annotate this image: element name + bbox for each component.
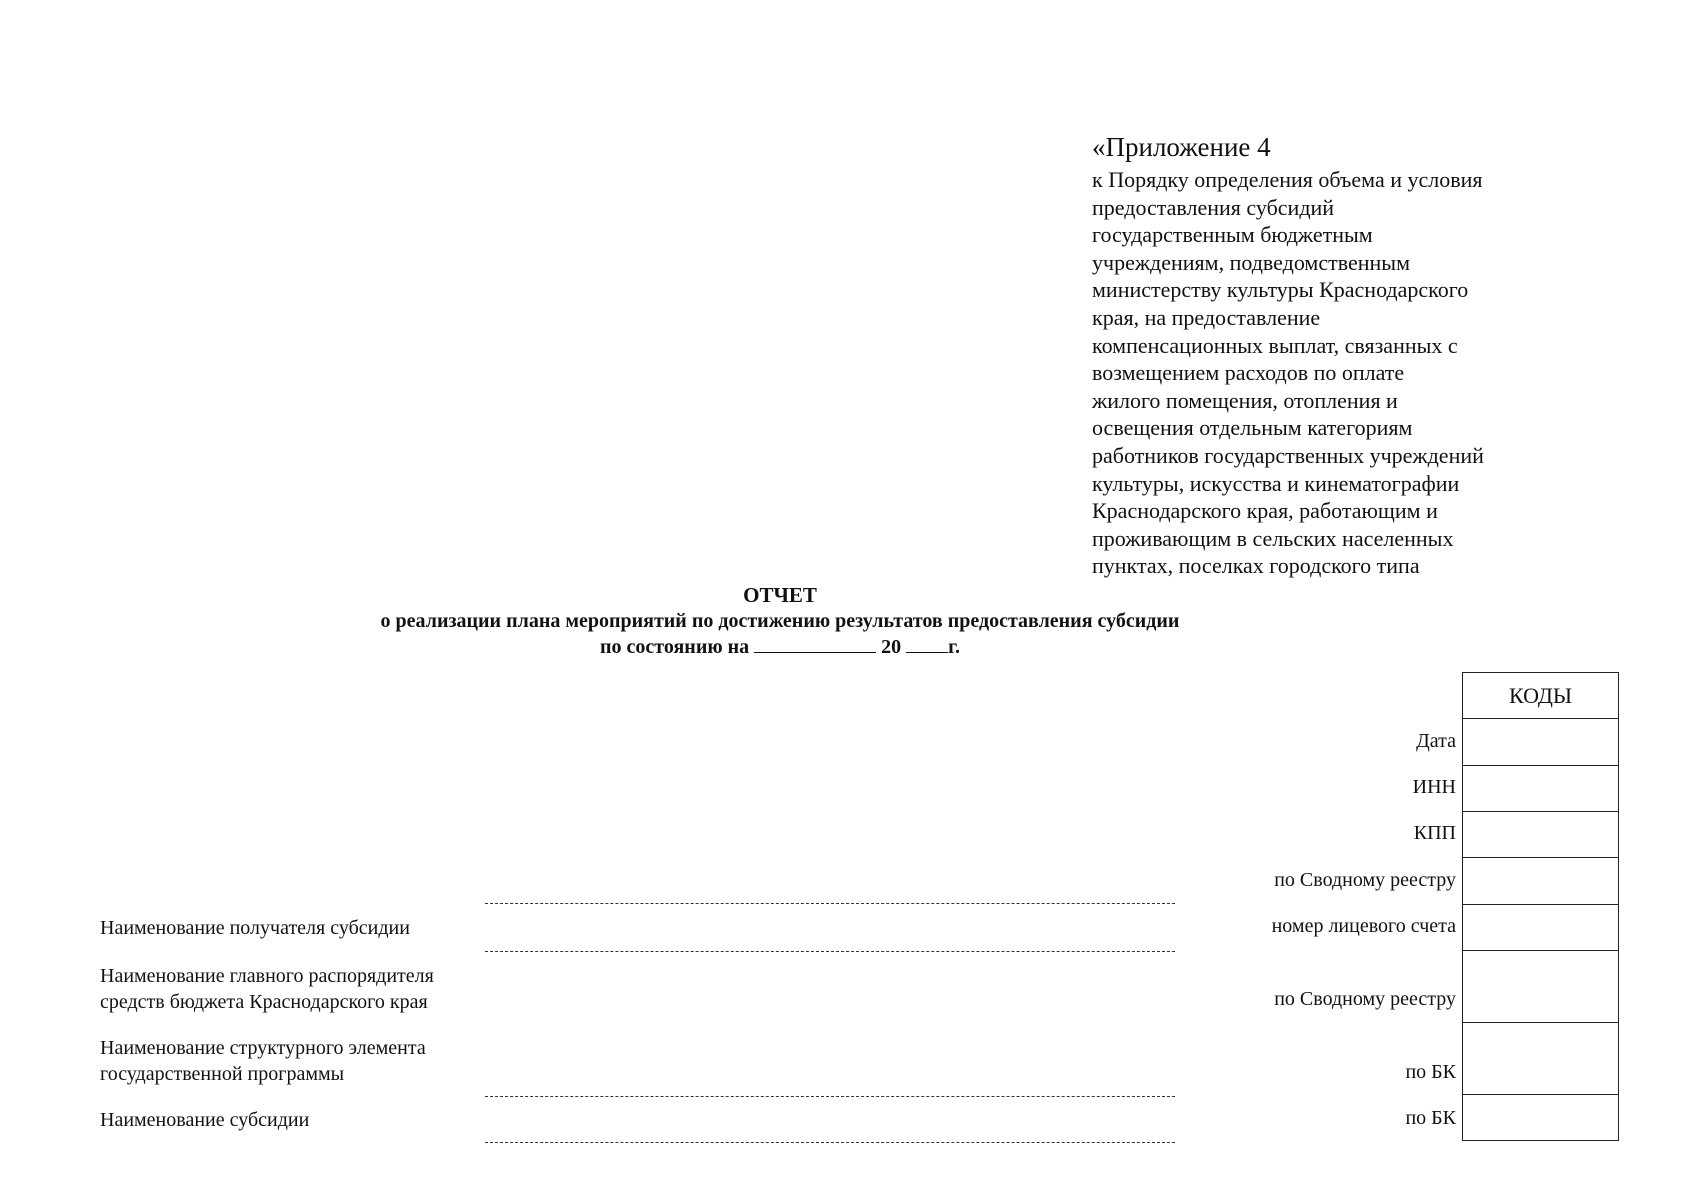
codes-header: КОДЫ — [1463, 673, 1619, 719]
code-cell-inn[interactable] — [1463, 766, 1619, 812]
report-header — [330, 582, 1230, 660]
appendix-line: предоставления субсидий — [1092, 194, 1335, 220]
code-label-inn: ИНН — [1412, 776, 1456, 798]
code-label-kpp: КПП — [1413, 822, 1456, 844]
structural-element-line[interactable] — [485, 1096, 1175, 1097]
code-cell-kpp[interactable] — [1463, 812, 1619, 858]
main-manager-label-line2: средств бюджета Краснодарского края — [100, 991, 428, 1013]
appendix-line: края, на предоставление — [1092, 304, 1321, 330]
code-label-date: Дата — [1416, 730, 1456, 752]
code-label-registry: по Сводному реестру — [1274, 869, 1456, 891]
appendix-title: «Приложение 4 — [1092, 132, 1271, 162]
appendix-line: к Порядку определения объема и условия — [1092, 167, 1483, 192]
subsidy-name-line[interactable] — [485, 1142, 1175, 1143]
report-date-line — [330, 634, 1230, 660]
code-cell-registry-2[interactable] — [1463, 951, 1619, 1023]
subsidy-name-label: Наименование субсидии — [100, 1109, 310, 1131]
code-cell-date[interactable] — [1463, 719, 1619, 766]
report-subtitle: о реализации плана мероприятий по достижению результатов предоставления субсидии — [380, 610, 1180, 632]
appendix-line: Краснодарского края, работающим и — [1092, 498, 1438, 524]
date-suffix: г. — [948, 636, 960, 658]
appendix-line: освещения отдельным категориям — [1092, 415, 1413, 441]
code-label-registry-2: по Сводному реестру — [1274, 988, 1456, 1010]
code-cell-bk[interactable] — [1463, 1023, 1619, 1095]
appendix-line: государственным бюджетным — [1092, 222, 1373, 248]
structural-element-label-line1: Наименование структурного элемента — [100, 1037, 426, 1059]
appendix-line: работников государственных учреждений — [1092, 442, 1484, 468]
code-label-bk-2: по БК — [1405, 1107, 1456, 1129]
codes-table — [1462, 672, 1619, 1141]
appendix-line: учреждениям, подведомственным — [1092, 249, 1410, 275]
code-label-bk: по БК — [1405, 1061, 1456, 1083]
appendix-line: культуры, искусства и кинематографии — [1092, 470, 1460, 496]
appendix-body — [1092, 166, 1562, 580]
appendix-line: жилого помещения, отопления и — [1092, 387, 1398, 413]
appendix-block — [1092, 130, 1562, 580]
date-year-prefix: 20 — [881, 636, 902, 658]
appendix-line: проживающим в сельских населенных — [1092, 525, 1454, 551]
code-cell-bk-2[interactable] — [1463, 1095, 1619, 1141]
recipient-name-line[interactable] — [485, 951, 1175, 952]
recipient-name-line-top[interactable] — [485, 903, 1175, 904]
appendix-line: компенсационных выплат, связанных с — [1092, 332, 1458, 358]
appendix-line: пунктах, поселках городского типа — [1092, 553, 1420, 579]
appendix-line: министерству культуры Краснодарского — [1092, 277, 1469, 303]
main-manager-label-line1: Наименование главного распорядителя — [100, 965, 434, 987]
date-prefix: по состоянию на — [600, 636, 750, 658]
code-label-account: номер лицевого счета — [1271, 915, 1456, 937]
date-day-month-blank[interactable] — [754, 634, 876, 653]
code-cell-account[interactable] — [1463, 905, 1619, 951]
code-cell-registry[interactable] — [1463, 858, 1619, 905]
report-title: ОТЧЕТ — [743, 583, 817, 607]
appendix-line: возмещением расходов по оплате — [1092, 360, 1405, 386]
recipient-name-label: Наименование получателя субсидии — [100, 917, 410, 939]
date-year-blank[interactable] — [906, 634, 948, 653]
structural-element-label-line2: государственной программы — [100, 1063, 345, 1085]
